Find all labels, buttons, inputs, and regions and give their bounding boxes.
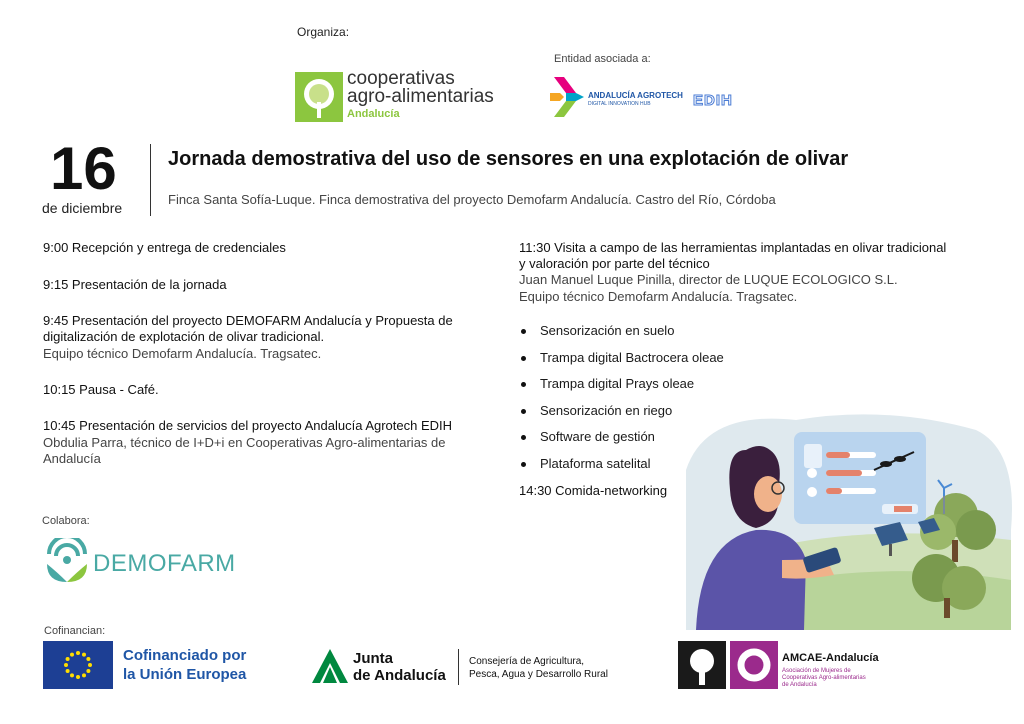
list-item: Sensorización en riego [519, 402, 759, 429]
cooperativas-line1: cooperativas [347, 68, 455, 89]
list-item: Software de gestión [519, 428, 759, 455]
agenda-item-1430: 14:30 Comida-networking [519, 483, 668, 498]
amcae-sub3: de Andalucía [782, 682, 817, 688]
dashboard-screen-icon [794, 432, 926, 524]
list-item: Plataforma satelital [519, 455, 759, 482]
agrotech-logo-icon [550, 73, 586, 121]
agenda-item-1130-line2: y valoración por parte del técnico [519, 256, 710, 271]
junta-text-line1: Junta [353, 650, 394, 667]
colabora-label: Colabora: [42, 515, 90, 527]
agenda-item-1130-team: Equipo técnico Demofarm Andalucía. Tragsatec. [519, 289, 798, 304]
agenda-item-1130: 11:30 Visita a campo de las herramientas implantadas en olivar tradicional [519, 240, 947, 255]
event-day: 16 [50, 135, 117, 202]
event-title: Jornada demostrativa del uso de sensores en una explotación de olivar [168, 148, 849, 170]
cooperativas-line3: Andalucía [347, 108, 400, 120]
demofarm-logo-icon [43, 538, 91, 584]
amcae-logo-black-icon [678, 641, 726, 689]
event-month: de diciembre [42, 200, 123, 216]
agenda-item-0945: 9:45 Presentación del proyecto DEMOFARM Andalucía y Propuesta de [43, 313, 453, 328]
eu-text-line1: Cofinanciado por [123, 647, 247, 664]
agenda-item-0900: 9:00 Recepción y entrega de credenciales [43, 240, 286, 255]
date-divider [150, 144, 151, 216]
agrotech-line2: DIGITAL INNOVATION HUB [588, 101, 651, 107]
agenda-item-1045-speaker-line2: Andalucía [43, 451, 101, 466]
amcae-title: AMCAE-Andalucía [782, 652, 879, 664]
consejeria-line1: Consejería de Agricultura, [469, 656, 585, 667]
junta-divider [458, 649, 459, 685]
event-location: Finca Santa Sofía-Luque. Finca demostrativa del proyecto Demofarm Andalucía. Castro del Río, Córdoba [168, 192, 776, 207]
amcae-sub2: Cooperativas Agro-alimentarias [782, 675, 866, 681]
agenda-item-1015: 10:15 Pausa - Café. [43, 382, 159, 397]
demofarm-logo-text: DEMOFARM [93, 550, 236, 577]
list-item: Trampa digital Prays oleae [519, 375, 759, 402]
demofarm-logo [43, 538, 253, 586]
organiza-label: Organiza: [297, 25, 350, 39]
agenda-item-1130-speaker: Juan Manuel Luque Pinilla, director de LUQUE ECOLOGICO S.L. [519, 272, 898, 287]
agenda-item-1045-speaker: Obdulia Parra, técnico de I+D+i en Cooperativas Agro-alimentarias de [43, 435, 446, 450]
edih-logo: EDIH [693, 92, 733, 109]
junta-logo-icon [310, 647, 350, 685]
agrotech-line1: ANDALUCÍA AGROTECH [588, 91, 683, 100]
agrotech-logo [550, 73, 685, 121]
cofinancian-label: Cofinancian: [44, 625, 106, 637]
eu-flag-icon [43, 641, 113, 689]
cooperativas-logo [295, 68, 505, 124]
agenda-item-1045: 10:45 Presentación de servicios del proyecto Andalucía Agrotech EDIH [43, 418, 453, 433]
agenda-item-0945-line2: digitalización de explotación de olivar tradicional. [43, 329, 325, 344]
eu-text-line2: la Unión Europea [123, 666, 247, 683]
amcae-sub1: Asociación de Mujeres de [782, 668, 851, 674]
amcae-logo-purple-icon [730, 641, 778, 689]
junta-text-line2: de Andalucía [353, 667, 446, 684]
cooperativas-logo-icon [295, 72, 343, 122]
consejeria-line2: Pesca, Agua y Desarrollo Rural [469, 669, 608, 680]
entidad-label: Entidad asociada a: [554, 53, 651, 65]
agenda-item-0945-speaker: Equipo técnico Demofarm Andalucía. Tragsatec. [43, 346, 322, 361]
eu-stars-icon [43, 641, 113, 689]
agenda-item-0915: 9:15 Presentación de la jornada [43, 277, 227, 292]
list-item: Trampa digital Bactrocera oleae [519, 349, 759, 376]
cooperativas-line2: agro-alimentarias [347, 86, 494, 107]
farmer-sensor-illustration [686, 410, 1018, 630]
list-item: Sensorización en suelo [519, 322, 759, 349]
